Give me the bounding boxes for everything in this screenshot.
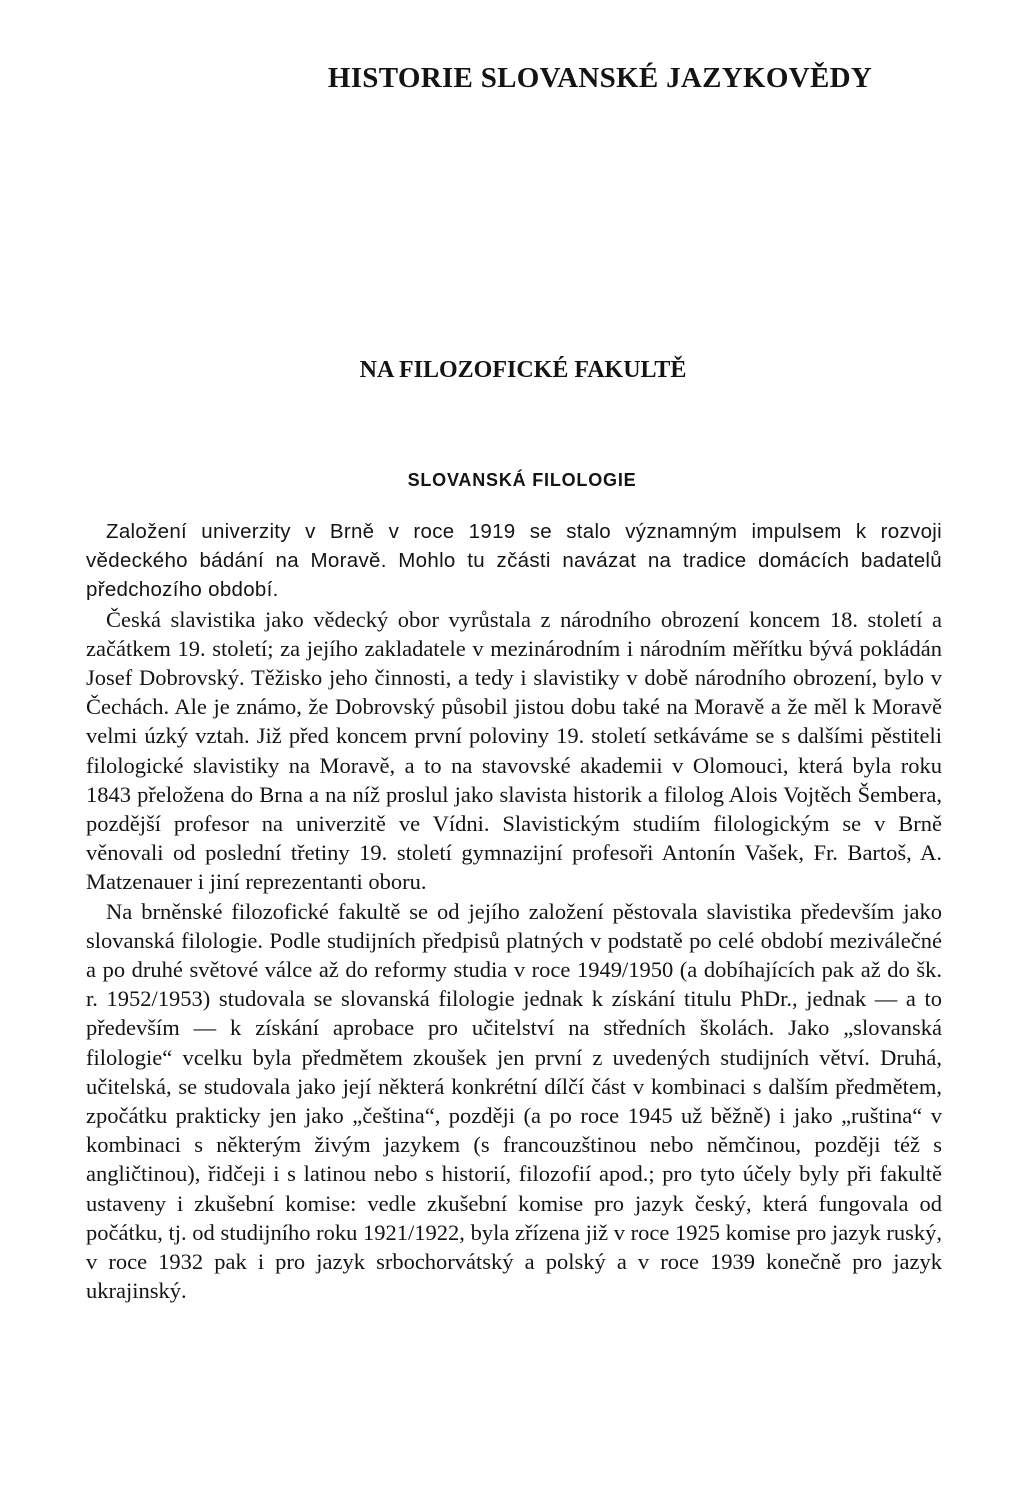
- subsection-heading: SLOVANSKÁ FILOLOGIE: [407, 470, 637, 490]
- paragraph-history: Česká slavistika jako vědecký obor vyrůstala z národního obrození koncem 18. století a začátkem 19. století; za jejího zakladatele v mezinárodním i národním měřítku bývá pokládán Josef Dobrovský. Těžisko jeho činnosti, a tedy i slavistiky v době národního obrození, bylo v Čechách. Ale je známo, že Dobrovský působil jistou dobu také na Moravě a že měl k Moravě velmi úzký vztah. Již před koncem první poloviny 19. století setkáváme se s dalšími pěstiteli filologické slavistiky na Moravě, a to na stavovské akademii v Olomouci, která byla roku 1843 přeložena do Brna a na níž proslul jako slavista historik a filolog Alois Vojtěch Šembera, pozdější profesor na univerzitě ve Vídni. Slavistickým studiím filologickým se v Brně věnovali od poslední třetiny 19. století gymnazijní profesoři Antonín Vašek, Fr. Bartoš, A. Matzenauer i jiní reprezentanti oboru.: [86, 606, 942, 895]
- paragraph-intro: Založení univerzity v Brně v roce 1919 se stalo významným impulsem k rozvoji vědeckého bádání na Moravě. Mohlo tu zčásti navázat na tradice domácích badatelů předchozího období.: [86, 520, 942, 602]
- body-text: [86, 517, 942, 1305]
- paragraph-faculty: Na brněnské filozofické fakultě se od jejího založení pěstovala slavistika především jako slovanská filologie. Podle studijních předpisů platných v podstatě po celé období meziválečné a po druhé světové válce až do reformy studia v roce 1949/1950 (a dobíhajících pak až do šk. r. 1952/1953) studovala se slovanská filologie jednak k získání titulu PhDr., jednak — a to především — k získání aprobace pro učitelství na středních školách. Jako „slovanská filologie“ vcelku byla předmětem zkoušek jen první z uvedených studijních větví. Druhá, učitelská, se studovala jako její některá konkrétní dílčí část v kombinaci s dalším předmětem, zpočátku prakticky jen jako „čeština“, později (a po roce 1945 už běžně) i jako „ruština“ v kombinaci s některým živým jazykem (s francouzštinou nebo němčinou, později též s angličtinou), řidčeji i s latinou nebo s historií, filozofií apod.; pro tyto účely byly při fakultě ustaveny i zkušební komise: vedle zkušební komise pro jazyk český, která fungovala od počátku, tj. od studijního roku 1921/1922, byla zřízena již v roce 1925 komise pro jazyk ruský, v roce 1932 pak i pro jazyk srbochorvátský a polský a v roce 1939 konečně pro jazyk ukrajinský.: [86, 898, 942, 1304]
- section-heading: NA FILOZOFICKÉ FAKULTĚ: [359, 357, 687, 383]
- page-title: HISTORIE SLOVANSKÉ JAZYKOVĚDY: [327, 62, 873, 94]
